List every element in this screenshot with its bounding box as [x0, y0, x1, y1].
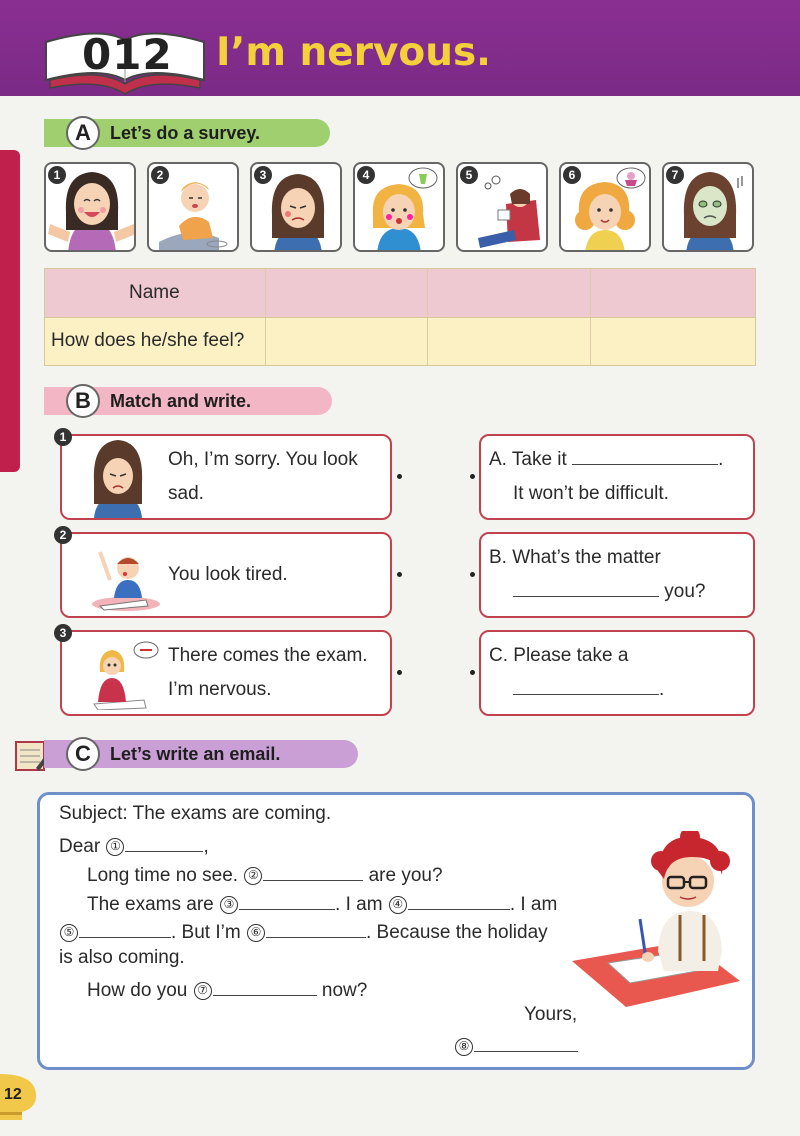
- picture-number: 7: [666, 166, 684, 184]
- answer-blank[interactable]: [263, 861, 363, 881]
- match-text-line: Oh, I’m sorry. You look: [168, 449, 358, 470]
- lesson-title: I’m nervous.: [216, 30, 491, 75]
- blank-number-5: ⑤: [60, 924, 78, 942]
- because-text: . Because the holiday: [365, 922, 548, 943]
- lesson-number: 012: [82, 30, 173, 79]
- email-line-dear: [59, 832, 209, 858]
- match-dot[interactable]: [397, 670, 402, 675]
- section-b-header: [44, 387, 332, 415]
- answer-blank[interactable]: [513, 675, 659, 695]
- option-a-period: .: [718, 449, 724, 470]
- match-text-line: There comes the exam.: [168, 645, 368, 666]
- match-text-line: You look tired.: [168, 564, 288, 585]
- match-dot[interactable]: [470, 670, 475, 675]
- match-option-line: It won’t be difficult.: [513, 483, 669, 504]
- section-a-title: Let’s do a survey.: [110, 123, 261, 143]
- match-left-2: [59, 528, 392, 618]
- survey-table: [44, 268, 756, 366]
- picture-4: [353, 162, 445, 252]
- but-im-text: . But I’m: [171, 922, 241, 943]
- answer-blank[interactable]: [513, 577, 659, 597]
- picture-2: [147, 162, 239, 252]
- picture-number: 1: [48, 166, 66, 184]
- section-c-header: [44, 740, 358, 768]
- i-am-text: . I am: [335, 894, 383, 915]
- blank-number-6: ⑥: [247, 924, 265, 942]
- survey-cell[interactable]: [427, 269, 590, 317]
- match-number: 1: [54, 428, 72, 446]
- tired-boy-icon: [86, 540, 162, 612]
- sad-girl-icon: [86, 438, 150, 518]
- i-am-end-text: . I am: [509, 894, 558, 915]
- how-do-you-text: How do you: [87, 980, 188, 1001]
- picture-number: 4: [357, 166, 375, 184]
- match-option-line: C. Please take a: [489, 645, 629, 666]
- blank-number-1: ①: [106, 838, 124, 856]
- answer-blank[interactable]: [125, 832, 203, 852]
- blank-number-3: ③: [220, 896, 238, 914]
- match-text-line: sad.: [168, 483, 204, 504]
- match-dot[interactable]: [397, 474, 402, 479]
- email-signature: [454, 1032, 578, 1058]
- picture-number: 6: [563, 166, 581, 184]
- email-line-3: [87, 890, 557, 916]
- match-number: 2: [54, 526, 72, 544]
- side-tab: [0, 150, 20, 472]
- exams-are-text: The exams are: [87, 894, 214, 915]
- are-you-text: are you?: [368, 865, 443, 886]
- answer-blank[interactable]: [408, 890, 510, 910]
- option-c-period: .: [659, 679, 665, 700]
- blank-number-7: ⑦: [194, 982, 212, 1000]
- blank-number-2: ②: [244, 867, 262, 885]
- section-a-letter: A: [66, 116, 100, 150]
- match-dot[interactable]: [397, 572, 402, 577]
- section-c-letter: C: [66, 737, 100, 771]
- picture-6: [559, 162, 651, 252]
- email-box: [37, 792, 755, 1070]
- page-number: 12: [4, 1086, 22, 1103]
- email-subject: Subject: The exams are coming.: [59, 803, 332, 824]
- option-b-end: you?: [664, 581, 706, 602]
- survey-cell[interactable]: [427, 318, 590, 365]
- picture-number: 3: [254, 166, 272, 184]
- boy-writing-icon: [568, 831, 748, 1009]
- match-option-line: [513, 575, 705, 609]
- email-line-5: is also coming.: [59, 947, 185, 968]
- blank-number-8: ⑧: [455, 1038, 473, 1056]
- survey-row-label: Name: [129, 282, 180, 303]
- picture-1: [44, 162, 136, 252]
- section-a-header: [44, 119, 330, 147]
- match-left-3: [59, 626, 392, 716]
- answer-blank[interactable]: [239, 890, 335, 910]
- blank-number-4: ④: [389, 896, 407, 914]
- survey-row-name: [45, 269, 755, 317]
- match-right-b: [479, 532, 755, 618]
- comma-text: ,: [203, 836, 209, 857]
- answer-blank[interactable]: [474, 1032, 578, 1052]
- picture-5: [456, 162, 548, 252]
- survey-cell[interactable]: [265, 269, 427, 317]
- match-dot[interactable]: [470, 474, 475, 479]
- match-option-line: [513, 673, 664, 707]
- answer-blank[interactable]: [266, 918, 366, 938]
- answer-blank[interactable]: [79, 918, 171, 938]
- match-text-line: I’m nervous.: [168, 679, 272, 700]
- answer-blank[interactable]: [572, 445, 718, 465]
- now-text: now?: [321, 980, 368, 1001]
- picture-number: 5: [460, 166, 478, 184]
- match-left-1: [59, 430, 392, 520]
- match-right-c: [479, 630, 755, 716]
- email-line-4: [59, 918, 548, 944]
- match-dot[interactable]: [470, 572, 475, 577]
- survey-cell[interactable]: [590, 269, 755, 317]
- survey-row-label: How does he/she feel?: [51, 330, 245, 351]
- picture-7: [662, 162, 754, 252]
- nervous-girl-icon: [84, 638, 164, 710]
- picture-3: [250, 162, 342, 252]
- long-time-text: Long time no see.: [87, 865, 239, 886]
- survey-row-feel: [45, 317, 755, 365]
- dear-text: Dear: [59, 836, 101, 857]
- email-line-2: [87, 861, 443, 887]
- email-line-6: [87, 976, 367, 1002]
- answer-blank[interactable]: [213, 976, 317, 996]
- match-right-a: [479, 434, 755, 520]
- section-c-title: Let’s write an email.: [110, 744, 281, 764]
- match-number: 3: [54, 624, 72, 642]
- survey-cell[interactable]: [265, 318, 427, 365]
- survey-cell[interactable]: [590, 318, 755, 365]
- section-b-letter: B: [66, 384, 100, 418]
- option-a-text: A. Take it: [489, 449, 567, 470]
- email-yours: Yours,: [524, 1004, 578, 1025]
- picture-number: 2: [151, 166, 169, 184]
- section-b-title: Match and write.: [110, 391, 252, 411]
- match-option-line: B. What’s the matter: [489, 547, 661, 568]
- match-option-line: [489, 443, 723, 477]
